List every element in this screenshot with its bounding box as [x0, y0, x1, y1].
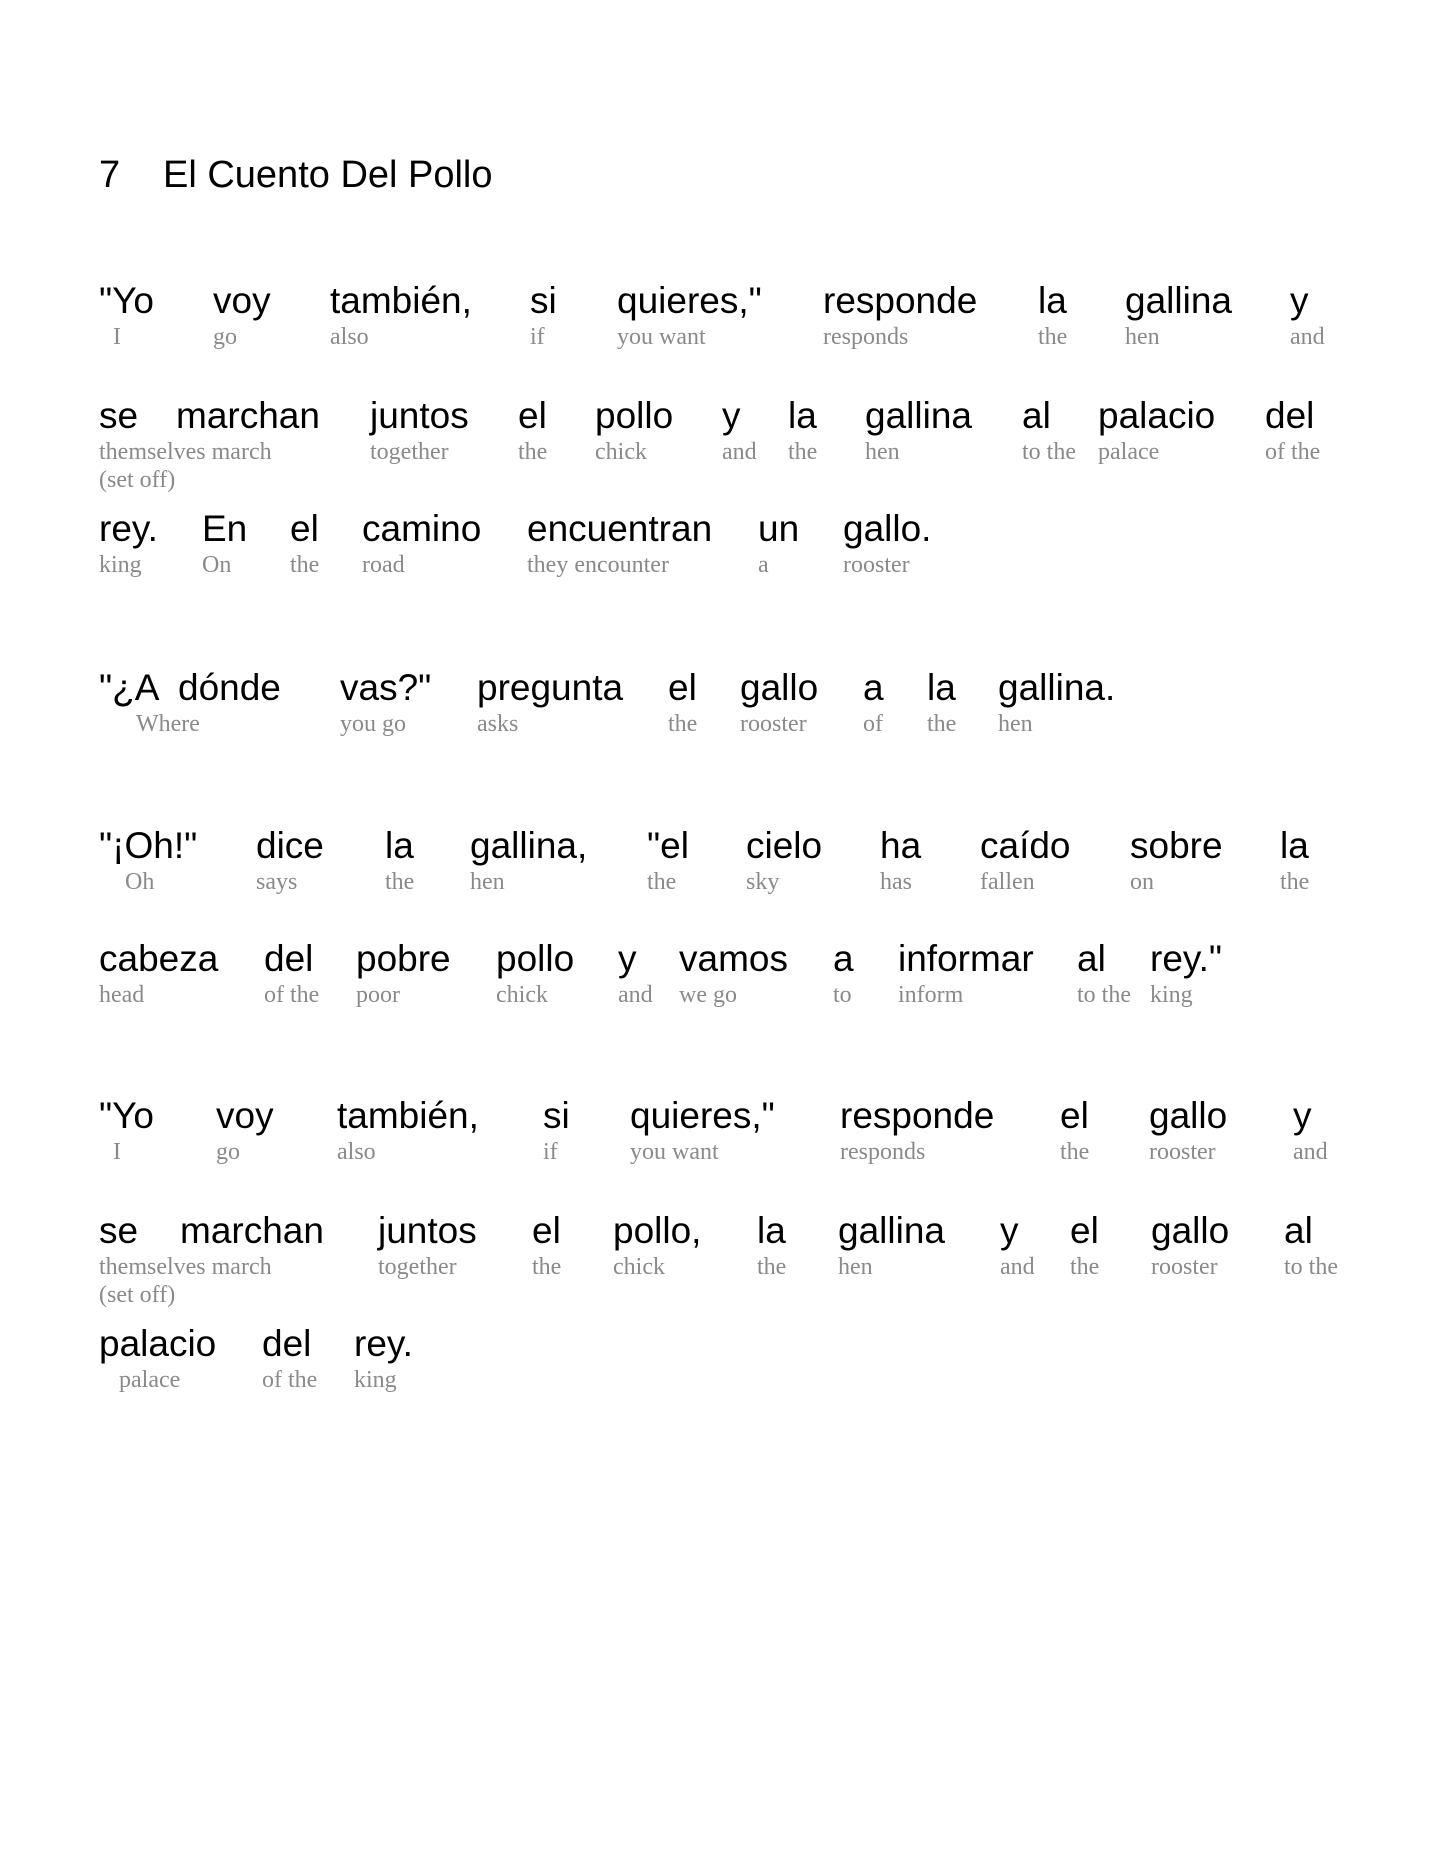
spanish-word: si — [530, 280, 557, 321]
spanish-word: marchan — [180, 1210, 324, 1251]
word-pair — [1151, 1210, 1229, 1281]
spanish-word: a — [833, 938, 854, 979]
gloss-note: (set off) — [99, 467, 176, 493]
spanish-word: del — [262, 1323, 312, 1364]
english-gloss: the — [532, 1254, 562, 1280]
spanish-word: voy — [216, 1095, 274, 1136]
spanish-word: a — [863, 667, 884, 708]
spanish-word: voy — [213, 280, 271, 321]
word-pair — [833, 938, 854, 1009]
spanish-word: "el — [647, 825, 689, 866]
english-gloss: together — [370, 439, 449, 465]
spanish-word: informar — [898, 938, 1034, 979]
word-pair — [595, 395, 673, 466]
word-pair — [213, 280, 271, 351]
english-gloss: sky — [746, 869, 780, 895]
spanish-word: palacio — [99, 1323, 217, 1364]
title-number: 7 — [99, 154, 121, 196]
spanish-word: la — [788, 395, 817, 436]
spanish-word: la — [757, 1210, 786, 1251]
spanish-word: gallo — [1149, 1095, 1228, 1136]
english-gloss: if — [543, 1139, 558, 1165]
word-pair — [1265, 395, 1320, 466]
word-pair — [980, 825, 1071, 896]
english-gloss: palace — [119, 1367, 181, 1393]
word-pair — [1290, 280, 1325, 351]
english-gloss: on — [1130, 869, 1154, 895]
spanish-word: del — [264, 938, 314, 979]
spanish-word: responde — [840, 1095, 995, 1136]
word-pair — [863, 667, 884, 738]
english-gloss: inform — [898, 982, 964, 1008]
english-gloss — [180, 1253, 324, 1281]
word-pair — [470, 825, 587, 896]
english-gloss: the — [1060, 1139, 1090, 1165]
english-gloss: if — [530, 324, 545, 350]
word-pair — [1149, 1095, 1227, 1166]
english-gloss: to the — [1284, 1254, 1338, 1280]
english-gloss: the — [788, 439, 818, 465]
word-pair — [1150, 938, 1222, 1009]
spanish-word: del — [1265, 395, 1315, 436]
spanish-word: "Yo — [99, 1095, 154, 1136]
english-gloss: rooster — [1149, 1139, 1216, 1165]
english-gloss: rooster — [740, 711, 807, 737]
word-pair — [216, 1095, 274, 1166]
english-gloss: Where — [136, 711, 200, 737]
spanish-word: pollo — [595, 395, 674, 436]
english-gloss: chick — [613, 1254, 665, 1280]
spanish-word: si — [543, 1095, 570, 1136]
english-gloss: you go — [340, 711, 406, 737]
spanish-word: rey." — [1150, 938, 1223, 979]
english-gloss: palace — [1098, 439, 1160, 465]
english-gloss: chick — [595, 439, 647, 465]
spanish-word: pollo — [496, 938, 575, 979]
english-gloss: also — [330, 324, 369, 350]
english-gloss — [176, 438, 320, 466]
word-pair — [385, 825, 414, 896]
spanish-word: pollo, — [613, 1210, 702, 1251]
english-gloss: go — [216, 1139, 240, 1165]
word-pair — [740, 667, 818, 738]
spanish-word: vamos — [679, 938, 788, 979]
spanish-word: la — [385, 825, 414, 866]
spanish-word: vas?" — [340, 667, 432, 708]
word-pair — [1077, 938, 1131, 1009]
word-pair — [99, 508, 158, 579]
spanish-word: ha — [880, 825, 922, 866]
text-line — [0, 1095, 1445, 1205]
spanish-word: pregunta — [477, 667, 624, 708]
spanish-word: y — [722, 395, 741, 436]
word-pair — [668, 667, 697, 738]
spanish-word: gallina — [838, 1210, 945, 1251]
word-pair — [840, 1095, 994, 1166]
word-pair — [330, 280, 472, 351]
word-pair — [362, 508, 481, 579]
english-gloss: hen — [1125, 324, 1160, 350]
word-pair — [722, 395, 757, 466]
spanish-word: rey. — [99, 508, 158, 549]
spanish-word: caído — [980, 825, 1071, 866]
word-pair — [1000, 1210, 1035, 1281]
spanish-word: marchan — [176, 395, 320, 436]
word-pair — [99, 280, 154, 351]
english-gloss — [178, 710, 281, 738]
english-gloss: hen — [470, 869, 505, 895]
text-line — [0, 1323, 1445, 1433]
spanish-word: al — [1077, 938, 1106, 979]
english-gloss: king — [99, 552, 142, 578]
spanish-word: el — [1060, 1095, 1089, 1136]
english-gloss: chick — [496, 982, 548, 1008]
word-pair — [823, 280, 977, 351]
word-pair — [378, 1210, 477, 1281]
english-gloss: says — [256, 869, 298, 895]
spanish-word: palacio — [1098, 395, 1216, 436]
spanish-word: dónde — [178, 667, 281, 708]
spanish-word: responde — [823, 280, 978, 321]
word-pair — [477, 667, 623, 738]
word-pair — [99, 1095, 154, 1166]
english-gloss: I — [113, 1139, 121, 1165]
english-gloss: responds — [823, 324, 909, 350]
spanish-word: un — [758, 508, 800, 549]
english-gloss: I — [113, 324, 121, 350]
word-pair — [356, 938, 451, 1009]
english-gloss: responds — [840, 1139, 926, 1165]
spanish-word: pobre — [356, 938, 451, 979]
spanish-word: encuentran — [527, 508, 713, 549]
english-gloss: also — [337, 1139, 376, 1165]
spanish-word: sobre — [1130, 825, 1223, 866]
word-pair — [746, 825, 822, 896]
english-gloss: go — [213, 324, 237, 350]
spanish-word: rey. — [354, 1323, 413, 1364]
word-pair — [758, 508, 799, 579]
spanish-word: gallina — [1125, 280, 1232, 321]
word-pair — [340, 667, 431, 738]
spanish-word: y — [1290, 280, 1309, 321]
word-pair — [613, 1210, 701, 1281]
word-pair — [647, 825, 689, 896]
word-pair — [337, 1095, 479, 1166]
english-gloss: of the — [264, 982, 320, 1008]
spanish-word: la — [1280, 825, 1309, 866]
word-pair — [543, 1095, 570, 1166]
spanish-word: al — [1022, 395, 1051, 436]
word-pair — [530, 280, 557, 351]
word-pair — [256, 825, 324, 896]
word-pair — [99, 825, 197, 896]
english-gloss: Oh — [125, 869, 155, 895]
english-gloss: fallen — [980, 869, 1035, 895]
spanish-word: al — [1284, 1210, 1313, 1251]
spanish-word: el — [290, 508, 319, 549]
english-gloss: the — [1280, 869, 1310, 895]
spanish-word: también, — [330, 280, 472, 321]
word-pair — [630, 1095, 775, 1166]
word-pair — [1038, 280, 1067, 351]
spanish-word: "¡Oh!" — [99, 825, 198, 866]
english-gloss: and — [722, 439, 757, 465]
word-pair — [679, 938, 788, 1009]
english-gloss: you want — [630, 1139, 719, 1165]
word-pair — [99, 938, 218, 1009]
word-pair — [290, 508, 319, 579]
word-pair — [1022, 395, 1076, 466]
spanish-word: y — [1293, 1095, 1312, 1136]
text-line — [0, 667, 1445, 777]
word-pair — [757, 1210, 786, 1281]
spanish-word: cielo — [746, 825, 823, 866]
english-gloss: to the — [1077, 982, 1131, 1008]
spanish-word: quieres," — [617, 280, 762, 321]
english-gloss: the — [668, 711, 698, 737]
english-gloss: and — [618, 982, 653, 1008]
spanish-word: gallo — [740, 667, 819, 708]
text-line — [0, 508, 1445, 618]
spanish-word: se — [99, 1210, 139, 1251]
spanish-word: cabeza — [99, 938, 219, 979]
spanish-word: gallo — [1151, 1210, 1230, 1251]
english-gloss: hen — [838, 1254, 873, 1280]
word-pair — [1125, 280, 1232, 351]
english-gloss: road — [362, 552, 405, 578]
english-gloss: the — [385, 869, 415, 895]
text-line — [0, 938, 1445, 1048]
word-pair — [788, 395, 817, 466]
english-gloss: the — [290, 552, 320, 578]
spanish-word: gallina. — [998, 667, 1116, 708]
word-pair — [1284, 1210, 1338, 1281]
spanish-word: dice — [256, 825, 324, 866]
english-gloss: the — [518, 439, 548, 465]
english-gloss: the — [647, 869, 677, 895]
spanish-word: quieres," — [630, 1095, 775, 1136]
english-gloss: has — [880, 869, 912, 895]
word-pair — [202, 508, 247, 579]
english-gloss: a — [758, 552, 769, 578]
word-pair — [838, 1210, 945, 1281]
english-gloss: themselves march — [99, 1254, 272, 1280]
spanish-word: "¿A — [99, 667, 160, 708]
english-gloss: themselves march — [99, 439, 272, 465]
english-gloss: of the — [262, 1367, 318, 1393]
spanish-word: gallina, — [470, 825, 588, 866]
spanish-word: se — [99, 395, 139, 436]
word-pair — [1280, 825, 1309, 896]
word-pair — [1060, 1095, 1089, 1166]
word-pair — [370, 395, 469, 466]
word-pair — [927, 667, 956, 738]
english-gloss: poor — [356, 982, 400, 1008]
word-pair — [178, 667, 281, 738]
english-gloss: you want — [617, 324, 706, 350]
english-gloss: the — [1070, 1254, 1100, 1280]
english-gloss: to the — [1022, 439, 1076, 465]
english-gloss: and — [1000, 1254, 1035, 1280]
english-gloss: king — [354, 1367, 397, 1393]
spanish-word: juntos — [370, 395, 469, 436]
gloss-note: (set off) — [99, 1282, 176, 1308]
spanish-word: juntos — [378, 1210, 477, 1251]
english-gloss: hen — [865, 439, 900, 465]
title-text: El Cuento Del Pollo — [163, 154, 493, 196]
english-gloss: together — [378, 1254, 457, 1280]
text-line — [0, 825, 1445, 935]
word-pair — [865, 395, 972, 466]
word-pair — [880, 825, 921, 896]
spanish-word: gallina — [865, 395, 972, 436]
english-gloss: the — [1038, 324, 1068, 350]
text-line — [0, 395, 1445, 505]
spanish-word: la — [927, 667, 956, 708]
word-pair — [617, 280, 762, 351]
word-pair — [532, 1210, 561, 1281]
word-pair — [618, 938, 653, 1009]
english-gloss: On — [202, 552, 232, 578]
spanish-word: En — [202, 508, 248, 549]
english-gloss: of — [863, 711, 883, 737]
spanish-word: "Yo — [99, 280, 154, 321]
english-gloss: of the — [1265, 439, 1321, 465]
spanish-word: el — [518, 395, 547, 436]
english-gloss: we go — [679, 982, 737, 1008]
english-gloss: and — [1290, 324, 1325, 350]
word-pair — [1070, 1210, 1099, 1281]
english-gloss: asks — [477, 711, 519, 737]
word-pair — [496, 938, 574, 1009]
text-line — [0, 1210, 1445, 1320]
english-gloss: rooster — [1151, 1254, 1218, 1280]
english-gloss: head — [99, 982, 145, 1008]
english-gloss: rooster — [843, 552, 910, 578]
spanish-word: gallo. — [843, 508, 932, 549]
word-pair — [527, 508, 712, 579]
word-pair — [1293, 1095, 1328, 1166]
spanish-word: el — [532, 1210, 561, 1251]
word-pair — [262, 1323, 317, 1394]
text-line — [0, 280, 1445, 390]
word-pair — [898, 938, 1034, 1009]
word-pair — [176, 395, 320, 466]
english-gloss: to — [833, 982, 852, 1008]
spanish-word: también, — [337, 1095, 479, 1136]
word-pair — [180, 1210, 324, 1281]
spanish-word: y — [618, 938, 637, 979]
spanish-word: y — [1000, 1210, 1019, 1251]
english-gloss: they encounter — [527, 552, 669, 578]
spanish-word: la — [1038, 280, 1067, 321]
spanish-word: camino — [362, 508, 482, 549]
english-gloss: hen — [998, 711, 1033, 737]
word-pair — [264, 938, 319, 1009]
english-gloss: the — [927, 711, 957, 737]
english-gloss: the — [757, 1254, 787, 1280]
spanish-word: el — [668, 667, 697, 708]
spanish-word: el — [1070, 1210, 1099, 1251]
page-title — [99, 156, 493, 194]
word-pair — [1130, 825, 1223, 896]
word-pair — [998, 667, 1115, 738]
word-pair — [1098, 395, 1215, 466]
word-pair — [843, 508, 931, 579]
word-pair — [518, 395, 547, 466]
english-gloss: king — [1150, 982, 1193, 1008]
word-pair — [354, 1323, 413, 1394]
english-gloss: and — [1293, 1139, 1328, 1165]
word-pair — [99, 1323, 216, 1394]
